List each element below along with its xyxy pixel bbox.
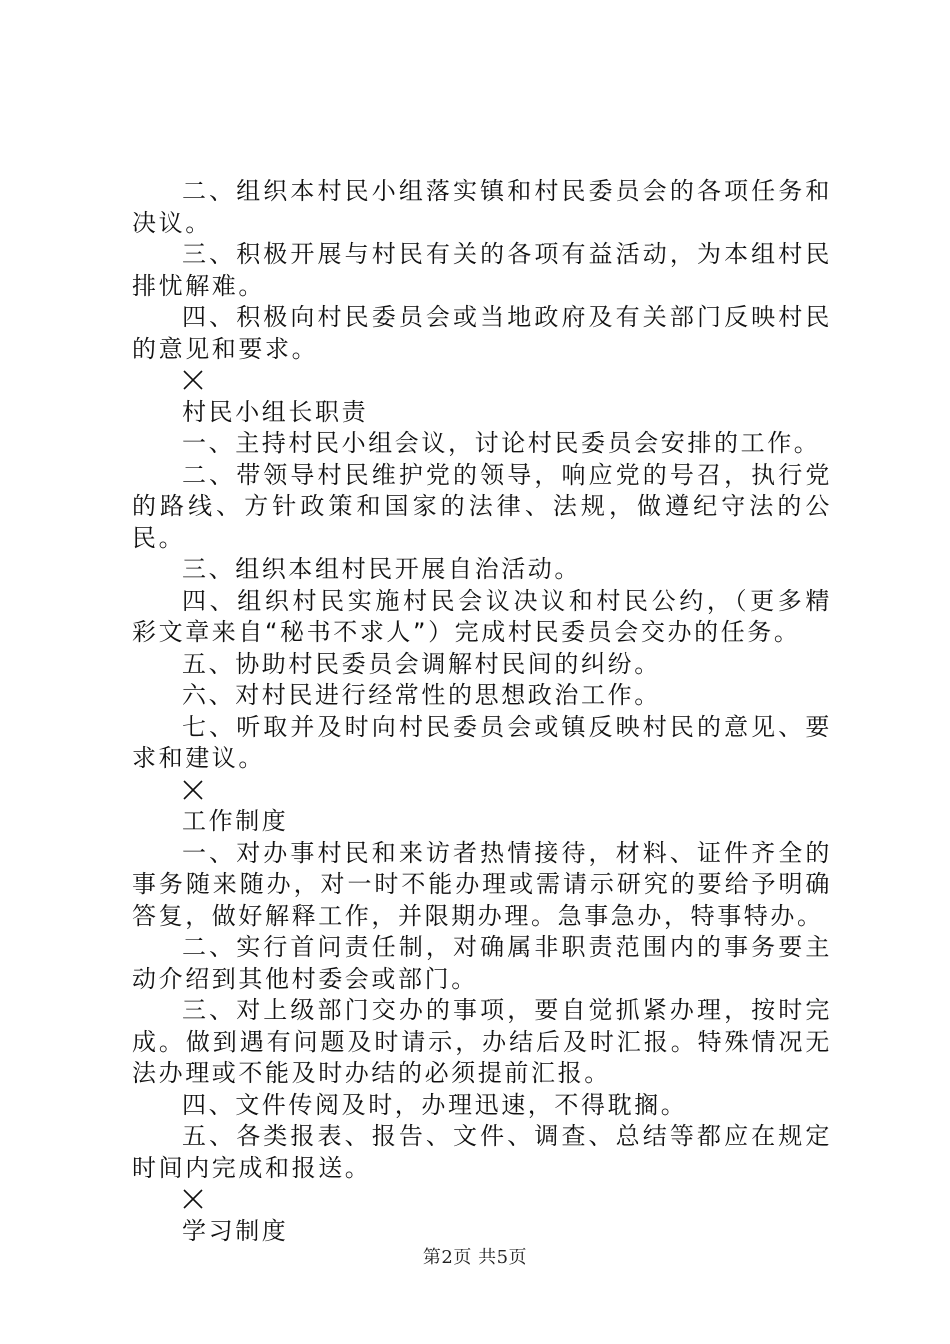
paragraph: 四、组织村民实施村民会议决议和村民公约，（更多精彩文章来自“秘书不求人”）完成村民委员会交办的任务。: [132, 586, 832, 646]
paragraph: 二、组织本村民小组落实镇和村民委员会的各项任务和决议。: [132, 177, 832, 237]
paragraph: 二、带领导村民维护党的领导，响应党的号召，执行党的路线、方针政策和国家的法律、法规，做遵纪守法的公民。: [132, 460, 832, 552]
paragraph: 二、实行首问责任制，对确属非职责范围内的事务要主动介绍到其他村委会或部门。: [132, 933, 832, 993]
document-body: [132, 176, 832, 1247]
cross-icon: [182, 779, 204, 801]
paragraph: 三、组织本组村民开展自治活动。: [182, 555, 581, 583]
section-heading: 村民小组长职责: [182, 397, 369, 426]
separator-cross-icon: [132, 1184, 832, 1216]
paragraph: 四、积极向村民委员会或当地政府及有关部门反映村民的意见和要求。: [132, 303, 832, 363]
cross-icon: [182, 1188, 204, 1210]
page-number-footer: 第2页 共5页: [422, 1247, 528, 1268]
paragraph: 一、对办事村民和来访者热情接待，材料、证件齐全的事务随来随办，对一时不能办理或需请示研究的要给予明确答复，做好解释工作，并限期办理。急事急办，特事特办。: [132, 838, 832, 930]
paragraph: 四、文件传阅及时，办理迅速，不得耽搁。: [182, 1090, 688, 1119]
cross-icon: [182, 369, 204, 391]
paragraph: 三、积极开展与村民有关的各项有益活动，为本组村民排忧解难。: [132, 240, 832, 300]
paragraph: 五、各类报表、报告、文件、调查、总结等都应在规定时间内完成和报送。: [132, 1122, 832, 1182]
section-heading: 工作制度: [182, 807, 289, 835]
paragraph: 一、主持村民小组会议，讨论村民委员会安排的工作。: [182, 429, 821, 457]
paragraph: 五、协助村民委员会调解村民间的纠纷。: [182, 649, 661, 678]
paragraph: 三、对上级部门交办的事项，要自觉抓紧办理，按时完成。做到遇有问题及时请示，办结后及时汇报。特殊情况无法办理或不能及时办结的必须提前汇报。: [132, 996, 832, 1087]
section-heading: 学习制度: [182, 1216, 289, 1245]
paragraph: 七、听取并及时向村民委员会或镇反映村民的意见、要求和建议。: [132, 712, 832, 772]
paragraph: 六、对村民进行经常性的思想政治工作。: [182, 681, 661, 709]
separator-cross-icon: [132, 775, 832, 807]
separator-cross-icon: [132, 365, 832, 397]
